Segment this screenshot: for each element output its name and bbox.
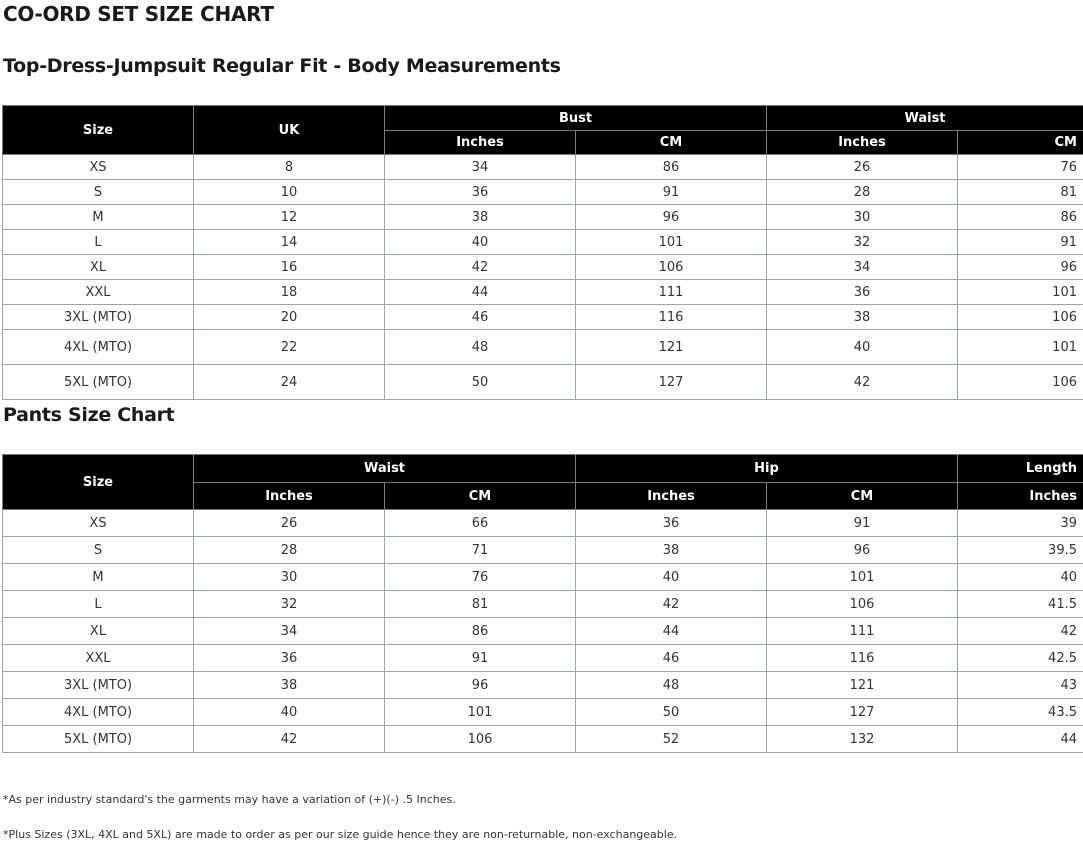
cell-size: 3XL (MTO): [3, 672, 194, 699]
cell-hip-cm: 127: [767, 699, 958, 726]
cell-hip-cm: 91: [767, 510, 958, 537]
cell-bust-inches: 34: [385, 155, 576, 180]
cell-bust-inches: 42: [385, 255, 576, 280]
cell-size: L: [3, 230, 194, 255]
cell-bust-inches: 50: [385, 365, 576, 400]
cell-bust-cm: 96: [576, 205, 767, 230]
cell-hip-cm: 106: [767, 591, 958, 618]
cell-waist-cm: 71: [385, 537, 576, 564]
header-waist: Waist: [767, 106, 1083, 131]
cell-length-inches: 39: [958, 510, 1083, 537]
cell-hip-cm: 111: [767, 618, 958, 645]
cell-uk: 8: [194, 155, 385, 180]
cell-bust-cm: 106: [576, 255, 767, 280]
cell-bust-cm: 127: [576, 365, 767, 400]
cell-waist-cm: 76: [958, 155, 1083, 180]
cell-waist-cm: 106: [958, 305, 1083, 330]
cell-uk: 22: [194, 330, 385, 365]
table-row: [3, 280, 1083, 305]
cell-hip-cm: 101: [767, 564, 958, 591]
table-row: [3, 230, 1083, 255]
cell-length-inches: 42: [958, 618, 1083, 645]
cell-waist-inches: 28: [767, 180, 958, 205]
cell-waist-cm: 106: [385, 726, 576, 753]
table-row: [3, 564, 1083, 591]
cell-bust-cm: 111: [576, 280, 767, 305]
section-title-pants: Pants Size Chart: [3, 404, 175, 426]
cell-waist-cm: 101: [385, 699, 576, 726]
header-waist-inches: Inches: [194, 483, 385, 510]
cell-waist-cm: 96: [385, 672, 576, 699]
cell-bust-cm: 121: [576, 330, 767, 365]
cell-waist-inches: 38: [194, 672, 385, 699]
table-row: [3, 255, 1083, 280]
cell-hip-inches: 44: [576, 618, 767, 645]
cell-bust-inches: 40: [385, 230, 576, 255]
cell-hip-inches: 40: [576, 564, 767, 591]
cell-size: XXL: [3, 645, 194, 672]
header-bust: Bust: [385, 106, 767, 131]
note-plus-sizes: *Plus Sizes (3XL, 4XL and 5XL) are made to order as per our size guide hence they are non-returnable, non-exchangeable.: [3, 828, 678, 841]
cell-hip-inches: 38: [576, 537, 767, 564]
cell-size: M: [3, 205, 194, 230]
cell-bust-cm: 86: [576, 155, 767, 180]
cell-bust-inches: 36: [385, 180, 576, 205]
cell-waist-inches: 30: [767, 205, 958, 230]
header-hip-cm: CM: [767, 483, 958, 510]
cell-size: XL: [3, 618, 194, 645]
cell-bust-inches: 38: [385, 205, 576, 230]
cell-hip-inches: 48: [576, 672, 767, 699]
page-title: CO-ORD SET SIZE CHART: [3, 2, 274, 26]
cell-waist-cm: 76: [385, 564, 576, 591]
cell-hip-inches: 50: [576, 699, 767, 726]
cell-bust-cm: 91: [576, 180, 767, 205]
cell-waist-inches: 38: [767, 305, 958, 330]
cell-size: XL: [3, 255, 194, 280]
header-bust-cm: CM: [576, 131, 767, 155]
table-row: [3, 510, 1083, 537]
cell-size: S: [3, 180, 194, 205]
cell-hip-inches: 42: [576, 591, 767, 618]
cell-hip-cm: 116: [767, 645, 958, 672]
cell-waist-cm: 66: [385, 510, 576, 537]
cell-waist-cm: 86: [958, 205, 1083, 230]
cell-waist-cm: 101: [958, 280, 1083, 305]
table-row: [3, 205, 1083, 230]
table-row: [3, 305, 1083, 330]
cell-uk: 10: [194, 180, 385, 205]
cell-size: 3XL (MTO): [3, 305, 194, 330]
table-row: [3, 591, 1083, 618]
header-hip: Hip: [576, 455, 958, 483]
cell-hip-cm: 121: [767, 672, 958, 699]
header-hip-inches: Inches: [576, 483, 767, 510]
cell-waist-cm: 91: [958, 230, 1083, 255]
header-uk: UK: [194, 106, 385, 155]
cell-waist-inches: 42: [767, 365, 958, 400]
cell-waist-inches: 32: [767, 230, 958, 255]
cell-uk: 14: [194, 230, 385, 255]
cell-waist-inches: 34: [194, 618, 385, 645]
cell-length-inches: 43: [958, 672, 1083, 699]
table-row: [3, 537, 1083, 564]
table-row: [3, 155, 1083, 180]
table-row: [3, 180, 1083, 205]
cell-uk: 20: [194, 305, 385, 330]
cell-size: XS: [3, 510, 194, 537]
header-bust-inches: Inches: [385, 131, 576, 155]
table-row: [3, 645, 1083, 672]
cell-size: XS: [3, 155, 194, 180]
table-row: [3, 618, 1083, 645]
cell-hip-inches: 46: [576, 645, 767, 672]
cell-size: S: [3, 537, 194, 564]
cell-waist-inches: 36: [194, 645, 385, 672]
header-waist-cm: CM: [958, 131, 1083, 155]
body-measurements-table: [2, 105, 1083, 400]
cell-length-inches: 40: [958, 564, 1083, 591]
cell-size: 4XL (MTO): [3, 699, 194, 726]
table-row: [3, 726, 1083, 753]
cell-hip-cm: 132: [767, 726, 958, 753]
cell-length-inches: 43.5: [958, 699, 1083, 726]
cell-size: M: [3, 564, 194, 591]
header-size: Size: [3, 455, 194, 510]
pants-size-table: [2, 454, 1083, 753]
header-size: Size: [3, 106, 194, 155]
cell-hip-inches: 36: [576, 510, 767, 537]
header-length: Length: [958, 455, 1083, 483]
cell-waist-cm: 96: [958, 255, 1083, 280]
table-row: [3, 330, 1083, 365]
cell-waist-inches: 28: [194, 537, 385, 564]
cell-size: XXL: [3, 280, 194, 305]
cell-waist-inches: 36: [767, 280, 958, 305]
header-length-inches: Inches: [958, 483, 1083, 510]
table-row: [3, 365, 1083, 400]
cell-bust-inches: 44: [385, 280, 576, 305]
header-waist-cm: CM: [385, 483, 576, 510]
cell-waist-cm: 106: [958, 365, 1083, 400]
cell-waist-inches: 26: [767, 155, 958, 180]
cell-waist-inches: 40: [194, 699, 385, 726]
cell-waist-inches: 26: [194, 510, 385, 537]
cell-waist-inches: 42: [194, 726, 385, 753]
cell-waist-inches: 40: [767, 330, 958, 365]
cell-uk: 16: [194, 255, 385, 280]
cell-bust-inches: 46: [385, 305, 576, 330]
cell-size: L: [3, 591, 194, 618]
cell-uk: 12: [194, 205, 385, 230]
cell-waist-cm: 86: [385, 618, 576, 645]
cell-length-inches: 42.5: [958, 645, 1083, 672]
cell-bust-cm: 101: [576, 230, 767, 255]
cell-hip-inches: 52: [576, 726, 767, 753]
cell-uk: 24: [194, 365, 385, 400]
cell-waist-inches: 30: [194, 564, 385, 591]
header-waist-inches: Inches: [767, 131, 958, 155]
cell-waist-inches: 34: [767, 255, 958, 280]
cell-size: 4XL (MTO): [3, 330, 194, 365]
cell-waist-cm: 81: [958, 180, 1083, 205]
cell-bust-cm: 116: [576, 305, 767, 330]
cell-waist-inches: 32: [194, 591, 385, 618]
cell-length-inches: 41.5: [958, 591, 1083, 618]
note-variation: *As per industry standard's the garments may have a variation of (+)(-) .5 Inches.: [3, 793, 456, 806]
header-waist: Waist: [194, 455, 576, 483]
cell-hip-cm: 96: [767, 537, 958, 564]
table-row: [3, 699, 1083, 726]
cell-length-inches: 39.5: [958, 537, 1083, 564]
cell-waist-cm: 91: [385, 645, 576, 672]
cell-size: 5XL (MTO): [3, 365, 194, 400]
cell-bust-inches: 48: [385, 330, 576, 365]
section-title-top-dress: Top-Dress-Jumpsuit Regular Fit - Body Measurements: [3, 55, 561, 77]
cell-size: 5XL (MTO): [3, 726, 194, 753]
cell-waist-cm: 101: [958, 330, 1083, 365]
cell-length-inches: 44: [958, 726, 1083, 753]
cell-uk: 18: [194, 280, 385, 305]
cell-waist-cm: 81: [385, 591, 576, 618]
table-row: [3, 672, 1083, 699]
